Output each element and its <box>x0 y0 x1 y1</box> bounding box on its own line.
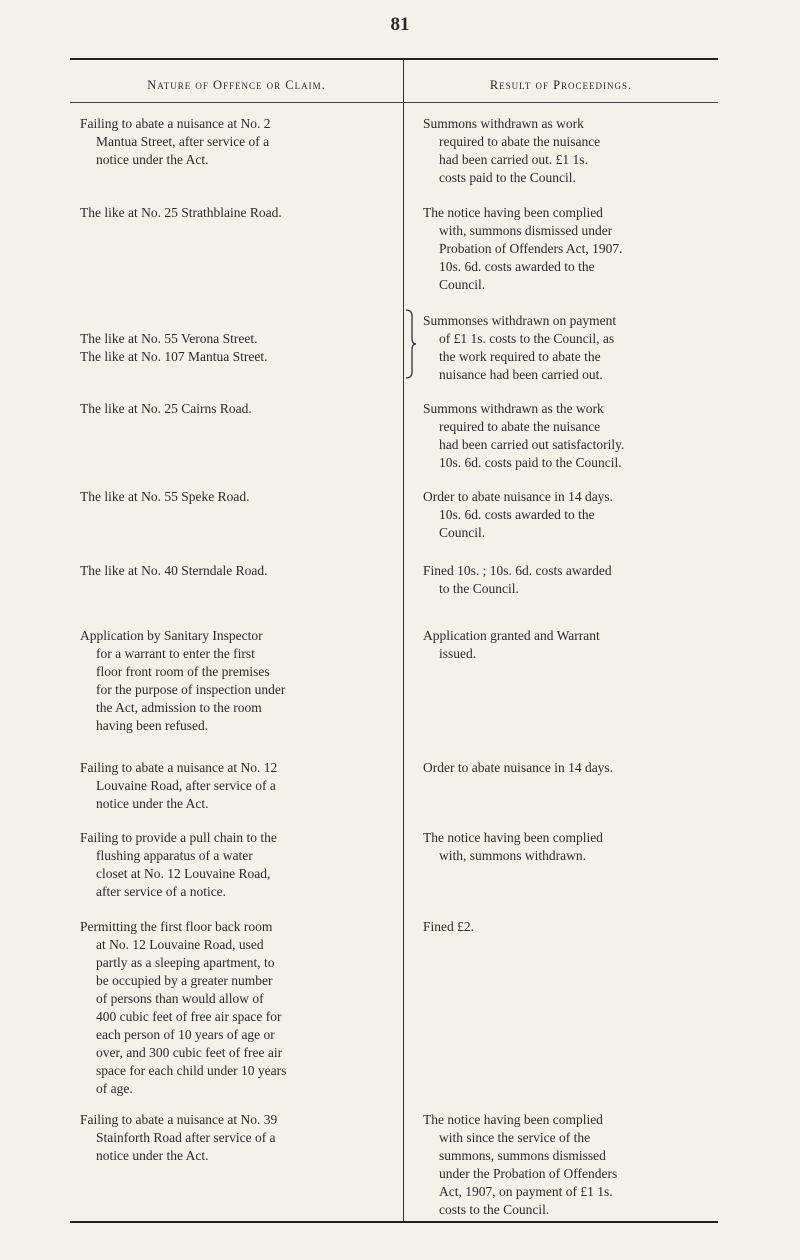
offence-cell: Failing to abate a nuisance at No. 39 Stainforth Road after service of a notice under the Act. <box>80 1112 278 1163</box>
result-cell: Summons withdrawn as the work required to abate the nuisance had been carried out satisfactorily. 10s. 6d. costs paid to the Council. <box>423 401 625 470</box>
offence-cell: Permitting the first floor back room at No. 12 Louvaine Road, used partly as a sleeping apartment, to be occupied by a greater number of persons than would allow of 400 cubic feet of free air space for each person of 10 years of age or over, and 300 cubic feet of free air space for each child under 10 years of age. <box>80 919 287 1096</box>
result-cell: The notice having been complied with since the service of the summons, summons dismissed under the Probation of Offenders Act, 1907, on payment of £1 1s. costs to the Council. <box>423 1112 618 1217</box>
table-bottom-rule <box>70 1221 718 1223</box>
header-offence: Nature of Offence or Claim. <box>147 78 326 92</box>
offence-cell: The like at No. 25 Strathblaine Road. <box>80 205 282 220</box>
offence-cell: The like at No. 40 Sterndale Road. <box>80 563 268 578</box>
offence-cell: Application by Sanitary Inspector for a warrant to enter the first floor front room of the premises for the purpose of inspection under the Act, admission to the room having been refused. <box>80 628 286 733</box>
offence-cell: Failing to abate a nuisance at No. 12 Louvaine Road, after service of a notice under the Act. <box>80 760 278 811</box>
offence-cell: The like at No. 25 Cairns Road. <box>80 401 252 416</box>
result-cell: Fined £2. <box>423 919 475 934</box>
result-cell: Order to abate nuisance in 14 days. 10s. 6d. costs awarded to the Council. <box>423 489 614 540</box>
result-cell: Order to abate nuisance in 14 days. <box>423 760 614 775</box>
result-cell: Application granted and Warrant issued. <box>423 628 600 661</box>
page-number: 81 <box>390 14 410 35</box>
result-cell: Summonses withdrawn on payment of £1 1s. costs to the Council, as the work required to abate the nuisance had been carried out. <box>423 313 617 382</box>
offence-cell: Failing to provide a pull chain to the flushing apparatus of a water closet at No. 12 Louvaine Road, after service of a notice. <box>80 830 277 899</box>
header-rule <box>70 102 718 103</box>
header-result: Result of Proceedings. <box>489 78 633 92</box>
result-cell: Summons withdrawn as work required to abate the nuisance had been carried out. £1 1s. costs paid to the Council. <box>423 116 601 185</box>
result-cell: The notice having been complied with, summons dismissed under Probation of Offenders Act, 1907. 10s. 6d. costs awarded to the Council. <box>423 205 623 292</box>
result-cell: Fined 10s. ; 10s. 6d. costs awarded to the Council. <box>423 563 612 596</box>
result-cell: The notice having been complied with, summons withdrawn. <box>423 830 603 863</box>
offence-cell: The like at No. 55 Speke Road. <box>80 489 250 504</box>
offence-cell: The like at No. 55 Verona Street. The like at No. 107 Mantua Street. <box>80 331 268 364</box>
table-top-rule <box>70 58 718 60</box>
brace-icon <box>404 308 418 380</box>
offence-cell: Failing to abate a nuisance at No. 2 Mantua Street, after service of a notice under the Act. <box>80 116 271 167</box>
